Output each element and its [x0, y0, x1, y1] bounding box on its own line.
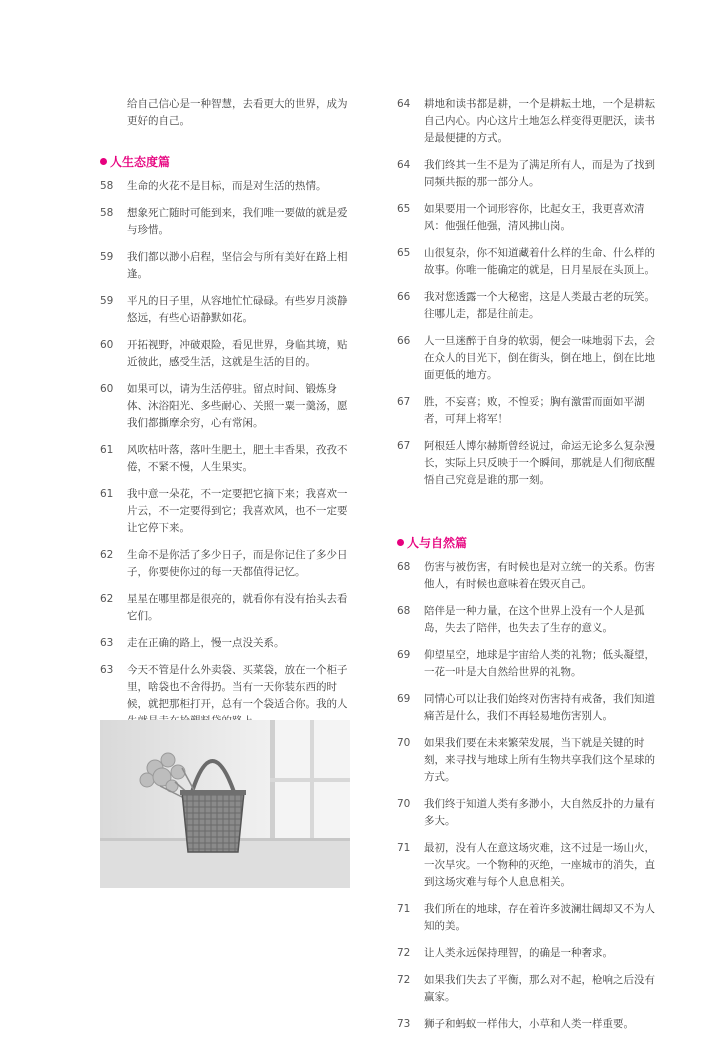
- quote-entry: [397, 691, 659, 725]
- page-number: 61: [100, 488, 114, 500]
- page-number: 65: [397, 203, 411, 215]
- quote-entry: [100, 591, 352, 625]
- quote-text: 耕地和读书都是耕，一个是耕耘土地，一个是耕耘自己内心。内心这片土地怎么样变得更肥沃，读书是最便捷的方式。: [424, 98, 655, 144]
- quote-text: 我们所在的地球，存在着许多波澜壮阔却又不为人知的美。: [424, 903, 655, 932]
- page-number: 68: [397, 605, 411, 617]
- section-header-life-attitude: [100, 152, 352, 170]
- quote-text: 阿根廷人博尔赫斯曾经说过，命运无论多么复杂漫长，实际上只反映于一个瞬间，那就是人们彻底醒悟自己究竟是谁的那一刻。: [424, 440, 655, 486]
- section-header-human-nature: [397, 533, 659, 551]
- page-number: 60: [100, 383, 114, 395]
- quote-text: 我们都以渺小启程，坚信会与所有美好在路上相逢。: [127, 251, 348, 280]
- page-number: 62: [100, 549, 114, 561]
- page-number: 69: [397, 649, 411, 661]
- page-number: 63: [100, 637, 114, 649]
- quote-entry: [100, 635, 352, 652]
- quote-entry: [397, 945, 659, 962]
- quote-text: 今天不管是什么外卖袋、买菜袋，放在一个柜子里，啥袋也不舍得扔。当有一天你装东西的时候，就把那柜打开，总有一个袋适合你。我的人: [127, 664, 348, 710]
- quote-entry: [100, 442, 352, 476]
- quote-text: 狮子和蚂蚁一样伟大，小草和人类一样重要。: [424, 1018, 634, 1030]
- quote-text: 山很复杂，你不知道藏着什么样的生命、什么样的故事。你唯一能确定的就是，日月星辰在头顶上。: [424, 247, 655, 276]
- page-number: 64: [397, 159, 411, 171]
- page-number: 59: [100, 251, 114, 263]
- quote-text: 仰望星空，地球是宇宙给人类的礼物；低头凝望，一花一叶是大自然给世界的礼物。: [424, 649, 655, 678]
- quote-entry: [100, 547, 352, 581]
- quote-text: 我中意一朵花，不一定要把它摘下来；我喜欢一片云，不一定要得到它；我喜欢风，也不一定要让它停下来。: [127, 488, 348, 534]
- page-number: 68: [397, 561, 411, 573]
- quote-entry: [100, 205, 352, 239]
- quote-text: 开拓视野，冲破艰险，看见世界，身临其境，贴近彼此，感受生活，这就是生活的目的。: [127, 339, 348, 368]
- quote-text: 生命的火花不是目标，而是对生活的热情。: [127, 180, 327, 192]
- page-number: 65: [397, 247, 411, 259]
- quote-entry: [397, 647, 659, 681]
- page-number: 72: [397, 974, 411, 986]
- intro-quote: 给自己信心是一种智慧，去看更大的世界，成为更好的自己。: [127, 98, 348, 127]
- quote-entry: [397, 245, 659, 279]
- quote-entry: [397, 972, 659, 1006]
- quote-entry: [100, 486, 352, 537]
- quote-text: 走在正确的路上，慢一点没关系。: [127, 637, 285, 649]
- quote-text: 陪伴是一种力量，在这个世界上没有一个人是孤岛，失去了陪伴，也失去了生存的意义。: [424, 605, 645, 634]
- quote-text: 同情心可以让我们始终对伤害持有戒备，我们知道痛苦是什么，我们不再轻易地伤害别人。: [424, 693, 655, 722]
- quote-entry: [100, 178, 352, 195]
- quote-text: 人一旦迷醉于自身的软弱，便会一味地弱下去，会在众人的目光下，倒在街头，倒在地上，倒在比地面更低的地方。: [424, 335, 655, 381]
- page-number: 60: [100, 339, 114, 351]
- page-number: 71: [397, 842, 411, 854]
- quote-entry: [100, 249, 352, 283]
- page-number: 73: [397, 1018, 411, 1030]
- quote-text: 想象死亡随时可能到来，我们唯一要做的就是爱与珍惜。: [127, 207, 348, 236]
- basket-photo: [100, 720, 350, 888]
- quote-text: 星星在哪里都是很亮的，就看你有没有抬头去看它们。: [127, 593, 348, 622]
- page-number: 66: [397, 291, 411, 303]
- bullet-dot-icon: [100, 158, 107, 165]
- page-number: 69: [397, 693, 411, 705]
- quote-text: 如果要用一个词形容你，比起女王，我更喜欢清风：他强任他强，清风拂山岗。: [424, 203, 645, 232]
- quote-text: 我们终于知道人类有多渺小，大自然反扑的力量有多大。: [424, 798, 655, 827]
- left-column: [100, 96, 352, 740]
- quote-entry: [397, 1016, 659, 1033]
- quote-entry: [397, 796, 659, 830]
- page-number: 66: [397, 335, 411, 347]
- page-number: 67: [397, 396, 411, 408]
- quote-list: [397, 96, 659, 489]
- quote-text: 胜，不妄喜；败，不惶妥；胸有激雷而面如平湖者，可拜上将军！: [424, 396, 645, 425]
- quote-text: 平凡的日子里，从容地忙忙碌碌。有些岁月淡静悠远，有些心语静默如花。: [127, 295, 348, 324]
- page-number: 72: [397, 947, 411, 959]
- quote-entry: [397, 394, 659, 428]
- quote-text: 如果我们失去了平衡，那么对不起，枪响之后没有赢家。: [424, 974, 655, 1003]
- page-number: 64: [397, 98, 411, 110]
- quote-text: 如果我们要在未来繁荣发展，当下就是关键的时刻，来寻找与地球上所有生物共享我们这个星球的方式。: [424, 737, 655, 783]
- quote-entry: [397, 289, 659, 323]
- page-number: 70: [397, 737, 411, 749]
- bullet-dot-icon: [397, 539, 404, 546]
- quote-text: 伤害与被伤害，有时候也是对立统一的关系。伤害他人，有时候也意味着在毁灭自己。: [424, 561, 655, 590]
- page-number: 59: [100, 295, 114, 307]
- page-number: 67: [397, 440, 411, 452]
- quote-entry: [397, 559, 659, 593]
- quote-text: 我们终其一生不是为了满足所有人，而是为了找到同频共振的那一部分人。: [424, 159, 655, 188]
- right-column: [397, 96, 659, 1043]
- quote-text: 我对您透露一个大秘密，这是人类最古老的玩笑。往哪儿走，都是往前走。: [424, 291, 655, 320]
- quote-entry: [397, 735, 659, 786]
- quote-list: [100, 178, 352, 730]
- quote-entry: [100, 293, 352, 327]
- basket-with-flowers-icon: [100, 720, 350, 888]
- page-number: 70: [397, 798, 411, 810]
- page-number: 63: [100, 664, 114, 676]
- page-number: 61: [100, 444, 114, 456]
- quote-text: 让人类永远保持理智，的确是一种奢求。: [424, 947, 613, 959]
- quote-entry: [397, 157, 659, 191]
- quote-entry: [100, 337, 352, 371]
- page-number: 62: [100, 593, 114, 605]
- page-number: 58: [100, 180, 114, 192]
- quote-entry: [397, 333, 659, 384]
- quote-entry: [397, 603, 659, 637]
- quote-text: 风吹枯叶落，落叶生肥土，肥土丰香果，孜孜不倦，不紧不慢，人生果实。: [127, 444, 348, 473]
- page-number: 58: [100, 207, 114, 219]
- quote-entry: [100, 381, 352, 432]
- quote-text: 最初，没有人在意这场灾难，这不过是一场山火，一次旱灾。一个物种的灭绝，一座城市的消失，直到这场灾难与每个人息息相关。: [424, 842, 655, 888]
- quote-text: 如果可以，请为生活停驻。留点时间、锻炼身体、沐浴阳光、多些耐心、关照一粟一羹汤，愿我们都撕摩余穷，心有常闲。: [127, 383, 348, 429]
- quote-entry: [397, 438, 659, 489]
- section-title: 人生态度篇: [110, 154, 171, 169]
- quote-list: [397, 559, 659, 1033]
- quote-entry: [397, 201, 659, 235]
- quote-text: 生命不是你活了多少日子，而是你记住了多少日子，你要使你过的每一天都值得记忆。: [127, 549, 348, 578]
- page-number: 71: [397, 903, 411, 915]
- section-title: 人与自然篇: [407, 535, 468, 550]
- quote-entry: [397, 96, 659, 147]
- quote-entry: [397, 901, 659, 935]
- quote-entry: [397, 840, 659, 891]
